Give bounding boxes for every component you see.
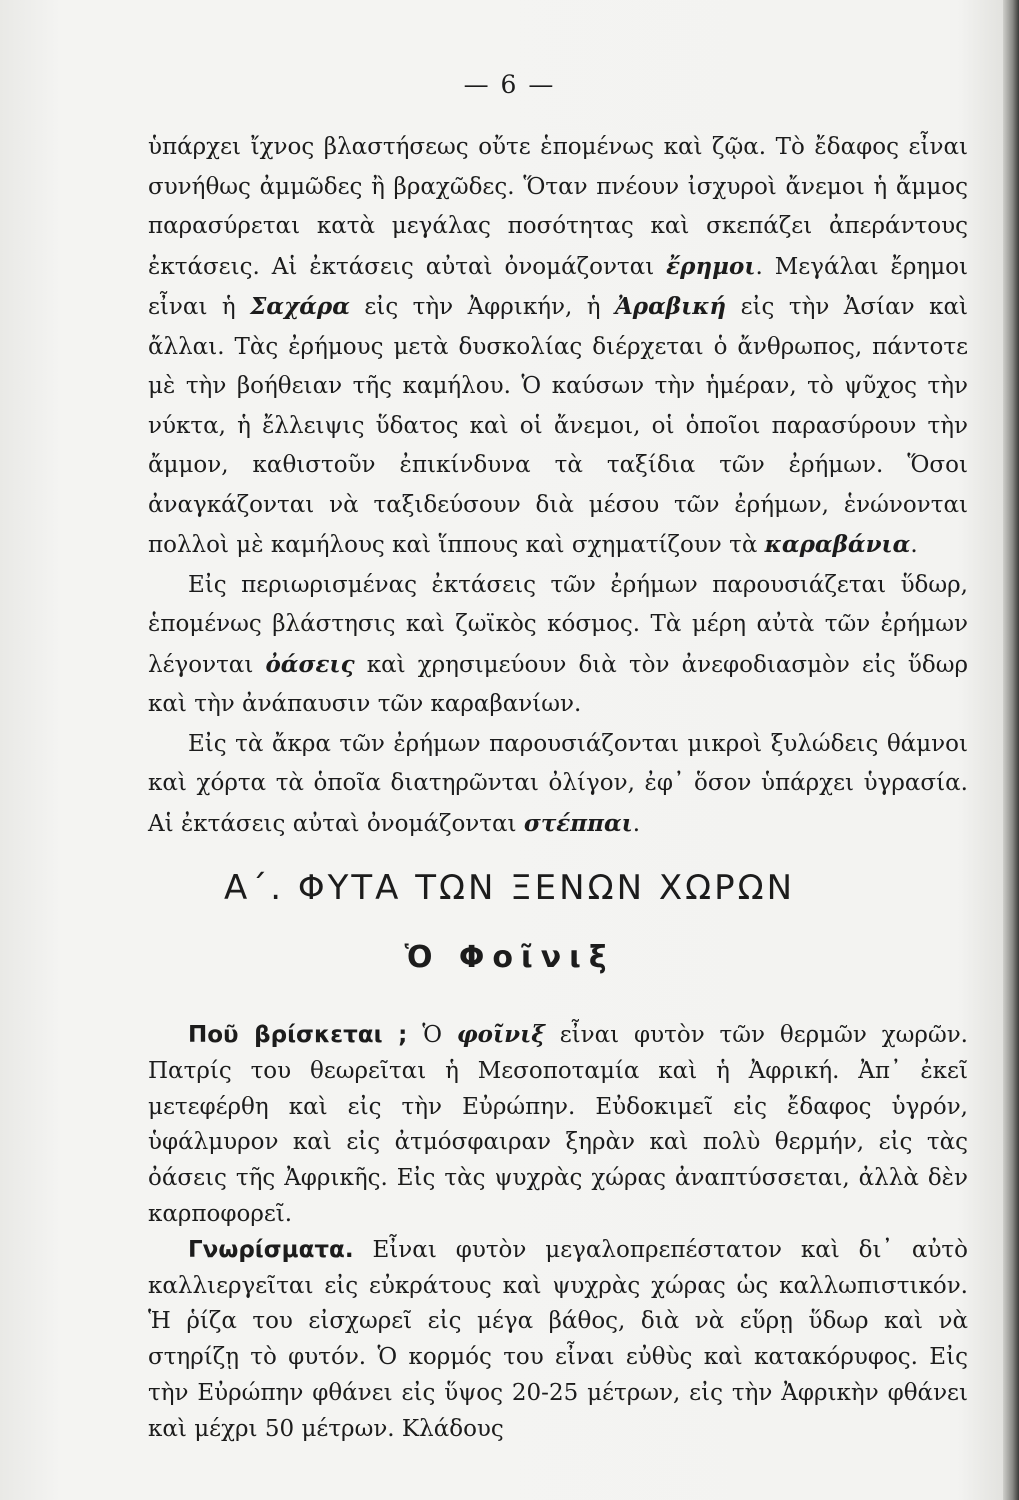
lead-characteristics: Γνωρίσματα. [188, 1236, 354, 1263]
paragraph-steppes: Εἰς τὰ ἄκρα τῶν ἐρήμων παρουσιάζονται μικροὶ ξυλώδεις θάμνοι καὶ χόρτα τὰ ὁποῖα διατηρῶνται ὀλίγον, ἐφ᾿ ὅσον ὑπάρχει ὑγρασία. Αἱ ἐκτάσεις αὐταὶ ὀνομάζονται στέππαι. [148, 730, 968, 837]
term-oaseis: ὀάσεις [265, 650, 355, 678]
page-number: — 6 — [463, 70, 556, 99]
section-heading: Α΄. ΦΥΤΑ ΤΩΝ ΞΕΝΩΝ ΧΩΡΩΝ [223, 868, 796, 908]
term-sahara: Σαχάρα [250, 293, 350, 320]
palm-text [148, 1017, 968, 1448]
paragraph-where-found: Ποῦ βρίσκεται ; Ὁ φοῖνιξ εἶναι φυτὸν τῶν θερμῶν χωρῶν. Πατρίς του θεωρεῖται ἡ Μεσοποταμία καὶ ἡ Ἀφρική. Ἀπ᾿ ἐκεῖ μετεφέρθη καὶ εἰς τὴν Εὐρώπην. Εὐδοκιμεῖ εἰς ἔδαφος ὑγρόν, ὑφάλμυρον καὶ εἰς ἀτμόσφαιραν ξηρὰν καὶ πολὺ θερμήν, εἰς τὰς ὀάσεις τῆς Ἀφρικῆς. Εἰς τὰς ψυχρὰς χώρας ἀναπτύσσεται, ἀλλὰ δὲν καρποφορεῖ. [148, 1021, 968, 1227]
paragraph-deserts: ὑπάρχει ἴχνος βλαστήσεως οὔτε ἑπομένως καὶ ζῷα. Τὸ ἔδαφος εἶναι συνήθως ἀμμῶδες ἢ βραχῶδες. Ὅταν πνέουν ἰσχυροὶ ἄνεμοι ἡ ἄμμος παρασύρεται κατὰ μεγάλας ποσότητας καὶ σκεπάζει ἀπεράντους ἐκτάσεις. Αἱ ἐκτάσεις αὐταὶ ὀνομάζονται ἔρημοι. Μεγάλαι ἔρημοι εἶναι ἡ Σαχάρα εἰς τὴν Ἀφρικήν, ἡ Ἀραβική εἰς τὴν Ἀσίαν καὶ ἄλλαι. Τὰς ἐρήμους μετὰ δυσκολίας διέρχεται ὁ ἄνθρωπος, πάντοτε μὲ τὴν βοήθειαν τῆς καμήλου. Ὁ καύσων τὴν ἡμέραν, τὸ ψῦχος τὴν νύκτα, ἡ ἔλλειψις ὕδατος καὶ οἱ ἄνεμοι, οἱ ὁποῖοι παρασύρουν τὴν ἄμμον, καθιστοῦν ἐπικίνδυνα τὰ ταξίδια τῶν ἐρήμων. Ὅσοι ἀναγκάζονται νὰ ταξιδεύσουν διὰ μέσου τῶν ἐρήμων, ἑνώνονται πολλοὶ μὲ καμήλους καὶ ἵππους καὶ σχηματίζουν τὰ καραβάνια. [148, 134, 969, 558]
term-arabiki: Ἀραβική [614, 293, 727, 320]
term-phoenix: φοῖνιξ [456, 1021, 545, 1048]
intro-text [148, 128, 968, 844]
lead-where-found: Ποῦ βρίσκεται ; [188, 1022, 408, 1048]
term-steppai: στέππαι [523, 809, 633, 837]
paragraph-characteristics: Γνωρίσματα. Εἶναι φυτὸν μεγαλοπρεπέστατον καὶ δι᾿ αὐτὸ καλλιεργεῖται εἰς εὐκράτους καὶ ψυχρὰς χώρας ὡς καλλωπιστικόν. Ἡ ῥίζα του εἰσχωρεῖ εἰς μέγα βάθος, διὰ νὰ εὕρῃ ὕδωρ καὶ νὰ στηρίζῃ τὸ φυτόν. Ὁ κορμός του εἶναι εὐθὺς καὶ κατακόρυφος. Εἰς τὴν Εὐρώπην φθάνει εἰς ὕψος 20-25 μέτρων, εἰς τὴν Ἀφρικὴν φθάνει καὶ μέχρι 50 μέτρων. Κλάδους [148, 1236, 968, 1442]
term-karavania: καραβάνια [764, 531, 911, 558]
sub-heading: Ὁ Φοῖνιξ [404, 940, 615, 975]
page-edge [1003, 0, 1019, 1500]
paragraph-oases: Εἰς περιωρισμένας ἐκτάσεις τῶν ἐρήμων παρουσιάζεται ὕδωρ, ἑπομένως βλάστησις καὶ ζωϊκὸς κόσμος. Τὰ μέρη αὐτὰ τῶν ἐρήμων λέγονται ὀάσεις καὶ χρησιμεύουν διὰ τὸν ἀνεφοδιασμὸν εἰς ὕδωρ καὶ τὴν ἀνάπαυσιν τῶν καραβανίων. [148, 571, 968, 717]
term-eremoi: ἔρημοι [666, 252, 756, 280]
